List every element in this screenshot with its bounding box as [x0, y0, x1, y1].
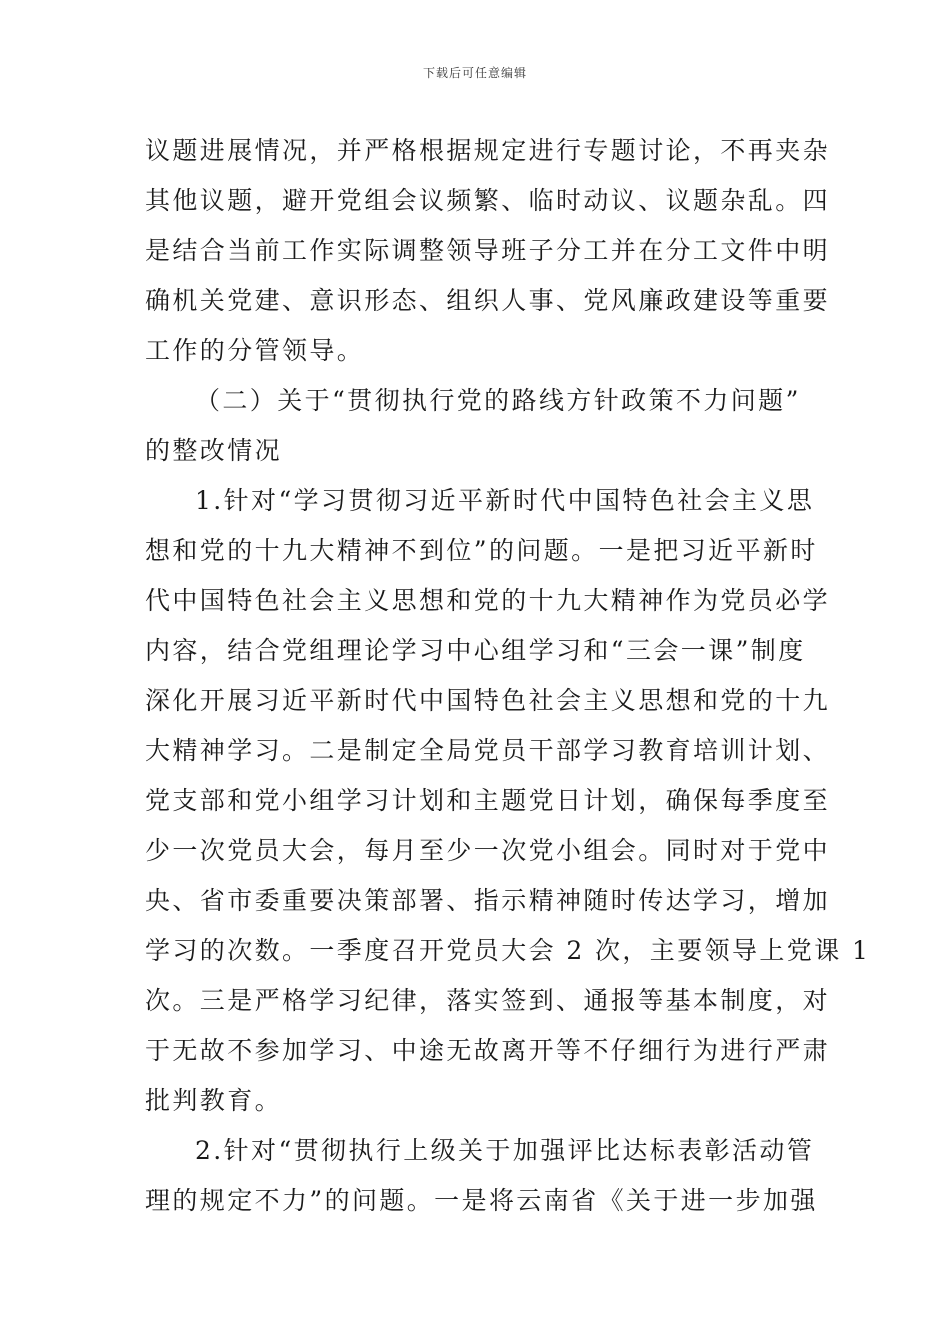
text-line: 是结合当前工作实际调整领导班子分工并在分工文件中明: [145, 236, 831, 265]
document-body: [145, 126, 871, 1226]
text-line: 深化开展习近平新时代中国特色社会主义思想和党的十九: [145, 686, 831, 715]
text-line: 批判教育。: [145, 1086, 283, 1115]
text-line: 党支部和党小组学习计划和主题党日计划，确保每季度至: [145, 786, 831, 815]
text-line: 的整改情况: [145, 436, 283, 465]
paragraph-item-1: [145, 476, 871, 1126]
text-line: 代中国特色社会主义思想和党的十九大精神作为党员必学: [145, 586, 831, 615]
text-line: 理的规定不力”的问题。一是将云南省《关于进一步加强: [145, 1186, 818, 1215]
text-line: 想和党的十九大精神不到位”的问题。一是把习近平新时: [145, 536, 818, 565]
page-header-note: 下载后可任意编辑: [422, 66, 527, 80]
text-line: 央、省市委重要决策部署、指示精神随时传达学习，增加: [145, 886, 831, 915]
text-line: 其他议题，避开党组会议频繁、临时动议、议题杂乱。四: [145, 186, 831, 215]
text-line: 少一次党员大会，每月至少一次党小组会。同时对于党中: [145, 836, 831, 865]
text-line: 于无故不参加学习、中途无故离开等不仔细行为进行严肃: [145, 1036, 831, 1065]
text-line: 工作的分管领导。: [145, 336, 365, 365]
paragraph-item-2: [145, 1126, 818, 1226]
text-line: 2.针对“贯彻执行上级关于加强评比达标表彰活动管: [195, 1136, 815, 1165]
text-line: 内容，结合党组理论学习中心组学习和“三会一课”制度: [145, 636, 806, 665]
text-line: 次。三是严格学习纪律，落实签到、通报等基本制度，对: [145, 986, 831, 1015]
text-line: 1.针对“学习贯彻习近平新时代中国特色社会主义思: [195, 486, 815, 515]
text-line: 大精神学习。二是制定全局党员干部学习教育培训计划、: [145, 736, 831, 765]
text-line: （二）关于“贯彻执行党的路线方针政策不力问题”: [195, 386, 801, 415]
paragraph-continuation: [145, 126, 831, 376]
text-line: 学习的次数。一季度召开党员大会 2 次，主要领导上党课 1: [145, 936, 871, 965]
section-heading: [145, 376, 810, 476]
text-line: 确机关党建、意识形态、组织人事、党风廉政建设等重要: [145, 286, 831, 315]
text-line: 议题进展情况，并严格根据规定进行专题讨论，不再夹杂: [145, 136, 831, 165]
